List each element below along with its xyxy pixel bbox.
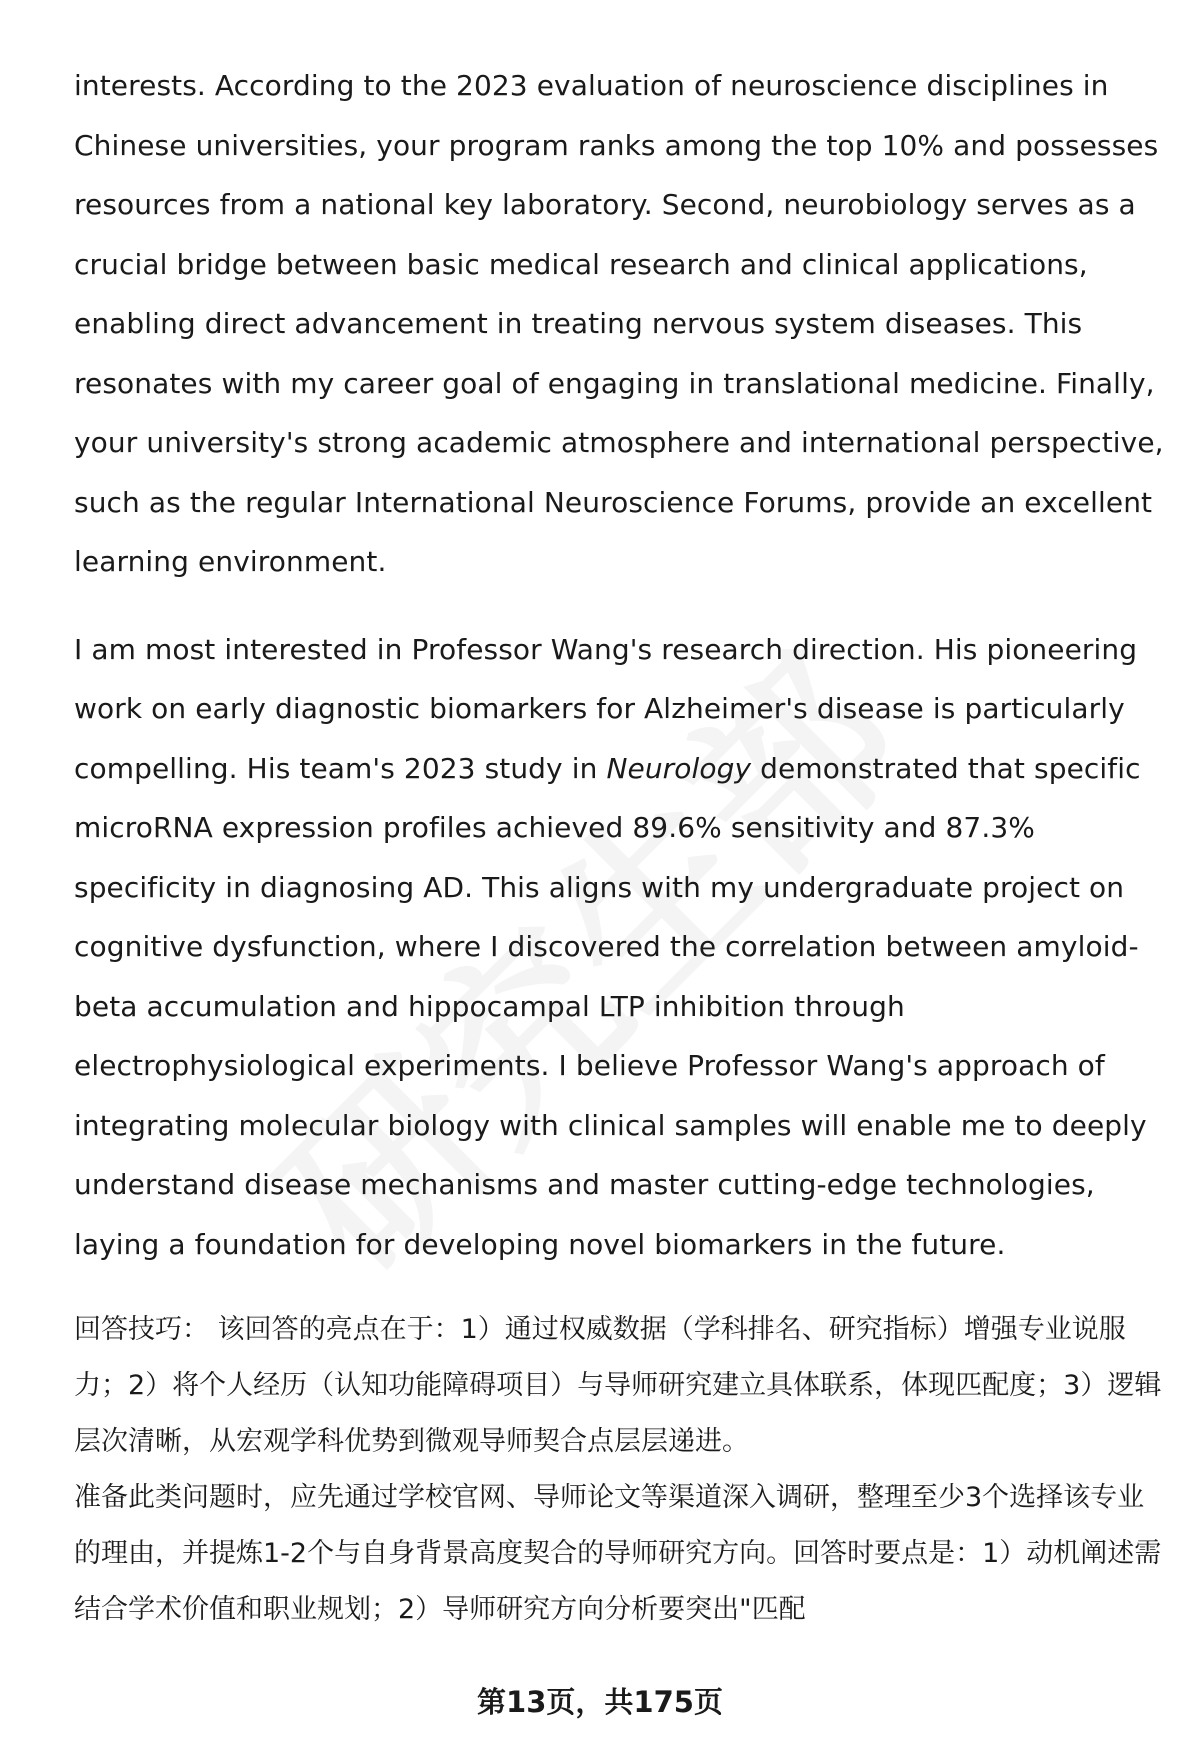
page-number: 第13页，共175页 bbox=[477, 1685, 723, 1719]
paragraph-professor-interest bbox=[74, 620, 1164, 1275]
paragraph-motivation-text: interests. According to the 2023 evaluation of neuroscience disciplines in Chinese universities, your program ranks among the top 10% and possesses resources from a national key laboratory. Second, neurobiology serves as a crucial bridge between basic medical research and clinical applications, enabling direct advancement in treating nervous system diseases. This resonates with my career goal of engaging in translational medicine. Finally, your university's strong academic atmosphere and international perspective, such as the regular International Neuroscience Forums, provide an excellent learning environment. bbox=[74, 69, 1164, 578]
answer-tips-text: 该回答的亮点在于：1）通过权威数据（学科排名、研究指标）增强专业说服力；2）将个人经历（认知功能障碍项目）与导师研究建立具体联系，体现匹配度；3）逻辑层次清晰，从宏观学科优势到微观导师契合点层层递进。 bbox=[74, 1314, 1162, 1457]
paragraph-motivation bbox=[74, 56, 1164, 592]
paragraph-professor-text-after: demonstrated that specific microRNA expression profiles achieved 89.6% sensitivity and 87.3% specificity in diagnosing AD. This aligns with my undergraduate project on cognitive dysfunction, where I discovered the correlation between amyloid-beta accumulation and hippocampal LTP inhibition through electrophysiological experiments. I believe Professor Wang's approach of integrating molecular biology with clinical samples will enable me to deeply understand disease mechanisms and master cutting-edge technologies, laying a foundation for developing novel biomarkers in the future. bbox=[74, 751, 1147, 1261]
page-content bbox=[74, 56, 1164, 1638]
preparation-advice-text: 准备此类问题时，应先通过学校官网、导师论文等渠道深入调研，整理至少3个选择该专业的理由，并提炼1-2个与自身背景高度契合的导师研究方向。回答时要点是：1）动机阐述需结合学术价值和职业规划；2）导师研究方向分析要突出"匹配 bbox=[74, 1482, 1162, 1625]
paragraph-professor-text-before: I am most interested in Professor Wang's research direction. His pioneering work on early diagnostic biomarkers for Alzheimer's disease is particularly compelling. His team's 2023 study in bbox=[74, 632, 1138, 785]
journal-name: Neurology bbox=[606, 751, 752, 785]
answer-tips-label: 回答技巧： bbox=[74, 1314, 209, 1345]
preparation-advice bbox=[74, 1470, 1164, 1638]
answer-tips bbox=[74, 1302, 1164, 1470]
